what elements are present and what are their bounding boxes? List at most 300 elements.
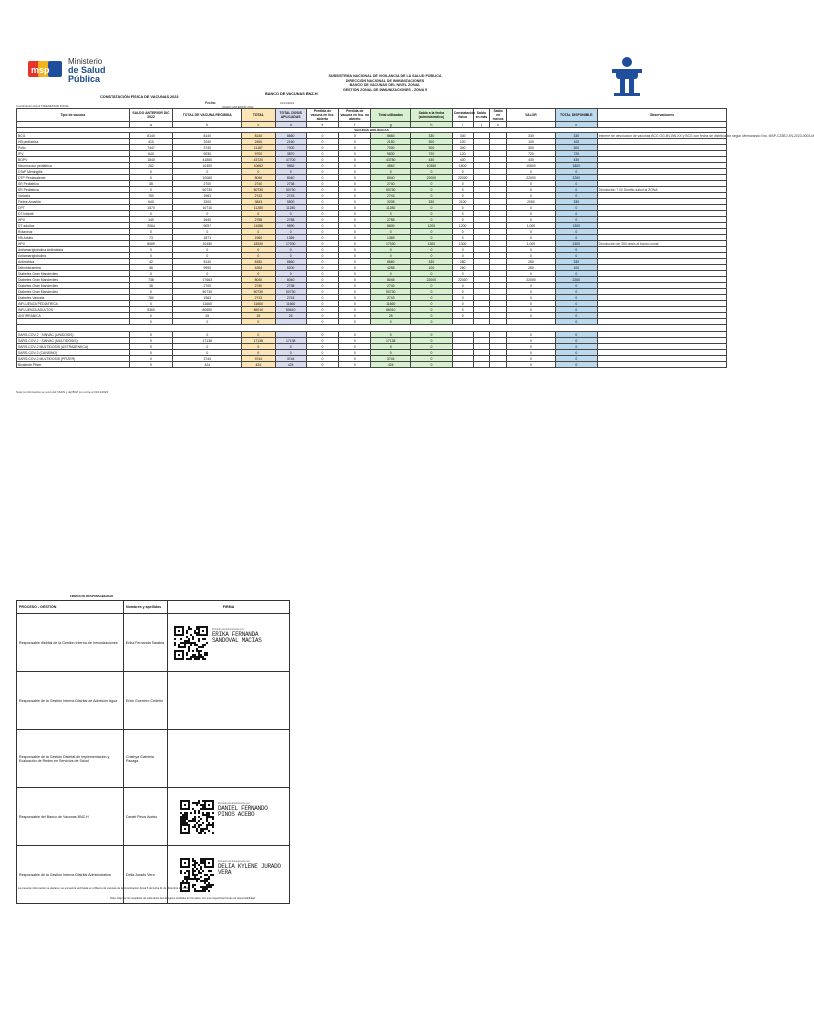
col-perdida-no-abierto: Pérdida de vacuna en fco. no abierto (340, 109, 370, 121)
vaccine-name: SARS-COV-2 · SINVAC (MULTIDOSIS) (17, 338, 130, 344)
cell-cf: 0 (452, 295, 473, 301)
date-label: Fecha: (205, 101, 216, 105)
cell-dev: 0 (411, 338, 453, 344)
cell-dev: 0 (411, 344, 453, 350)
col-valor: VALOR (506, 109, 555, 122)
cell-cf: 0 (452, 271, 473, 277)
cell-apl: 50730 (275, 187, 306, 193)
cell-pna: 0 (339, 362, 371, 368)
cell-pa: 0 (306, 169, 338, 175)
vaccine-name: Diabetes Gran Mandeviles (17, 271, 130, 277)
saldo-anterior-header: SALDO ANTERIOR 2022 (222, 105, 254, 109)
cell-pna: 0 (339, 277, 371, 283)
cell-pna: 0 (339, 332, 371, 338)
cell-util: 2758 (371, 217, 411, 223)
cell-util: 11280 (371, 205, 411, 211)
letter-cell: a (129, 122, 173, 128)
cell-valor: 280 (506, 265, 555, 271)
cell-recibida: 2640 (173, 217, 242, 223)
vaccine-name: Fiebre Amarilla (17, 199, 130, 205)
cell-util: 0 (371, 247, 411, 253)
cell-pa: 0 (306, 229, 338, 235)
sig-name: Erick Guerrero Cedeño (124, 672, 168, 730)
cell-valor: 0 (506, 247, 555, 253)
cell-apl: 9890 (275, 223, 306, 229)
cell-disp: 0 (555, 289, 597, 295)
cell-observaciones: Informe de devolución de vacunas BCG GG-BV-BN-XX y BCG con fecha de distribución según Memorando Nro. MSP-CZ5EJ ZN-2023-0003-M (598, 133, 814, 138)
cell-util: 0 (371, 344, 411, 350)
cell-saldo: 140 (129, 217, 173, 223)
col-vaccine: Tipo de vacuna (17, 109, 130, 122)
cell-dev: 0 (411, 283, 453, 289)
sig-signature-cell (168, 614, 290, 672)
signature-row (17, 788, 290, 846)
cell-pna: 0 (339, 265, 371, 271)
cell-valor: 0 (506, 211, 555, 217)
cell-menos (490, 362, 507, 368)
cell-util: 0 (371, 350, 411, 356)
cell-pa: 0 (306, 319, 338, 325)
cell-dev: 0 (411, 229, 453, 235)
cell-saldo: 73 (129, 235, 173, 241)
cell-recibida: 1963 (173, 193, 242, 199)
cell-total: 9700 (242, 151, 275, 157)
cell-dev: 0 (411, 253, 453, 259)
cell-apl: 8040 (275, 175, 306, 181)
cell-valor: 280 (506, 259, 555, 265)
document-subtitle: CONSTATACIÓN FÍSICA DE VACUNAS 2023 (100, 95, 179, 99)
cell-apl: 85610 (275, 307, 306, 313)
cell-disp: 330 (555, 133, 597, 139)
cell-disp: 0 (555, 235, 597, 241)
cell-disp: 0 (555, 169, 597, 175)
cell-cf: 0 (452, 211, 473, 217)
cell-pa: 0 (306, 181, 338, 187)
cell-cf: 0 (452, 187, 473, 193)
cell-disp: 100 (555, 139, 597, 145)
cell-disp: 330 (555, 199, 597, 205)
cell-valor: 10800 (506, 163, 555, 169)
cell-disp: 0 (555, 211, 597, 217)
cell-util: 2743 (371, 193, 411, 199)
cell-pna: 0 (339, 301, 371, 307)
cell-recibida: 80650 (173, 307, 242, 313)
cell-disp: 0 (555, 344, 597, 350)
cell-valor: 0 (506, 295, 555, 301)
cell-apl: 50730 (275, 289, 306, 295)
cell-valor: 0 (506, 169, 555, 175)
cell-util: 8660 (371, 259, 411, 265)
cell-valor: 0 (506, 332, 555, 338)
vaccine-name: INFLUENZA PEDIÁTRICA (17, 301, 130, 307)
cell-disp: 0 (555, 181, 597, 187)
cell-disp: 0 (555, 229, 597, 235)
cell-pna: 0 (339, 295, 371, 301)
signature-row (17, 846, 290, 904)
cell-cf: 430 (452, 157, 473, 163)
sig-process: Responsable de la Gestión Interna Distrital de Admisión Agua (17, 672, 124, 730)
cell-disp: 0 (555, 362, 597, 368)
cell-pa: 0 (306, 344, 338, 350)
cell-valor: 0 (506, 301, 555, 307)
cell-pa: 0 (306, 289, 338, 295)
cell-saldo: 0 (129, 313, 173, 319)
letter-cell: c (242, 122, 275, 128)
signer-name: ERIKA FERNANDA SANDOVAL MACIAS (212, 631, 262, 644)
cell-apl: 0 (275, 211, 306, 217)
cell-apl: 3744 (275, 356, 306, 362)
msp-logo-text: Ministerio de Salud Pública (68, 57, 106, 84)
cell-pna: 0 (339, 211, 371, 217)
cell-pna: 0 (339, 163, 371, 169)
cell-pa: 0 (306, 277, 338, 283)
cell-total: 2740 (242, 283, 275, 289)
immunization-program-icon (610, 55, 644, 97)
cell-util: 0 (371, 332, 411, 338)
cell-valor: 300 (506, 145, 555, 151)
cell-disp: 0 (555, 307, 597, 313)
vaccine-inventory-table (16, 108, 814, 368)
cell-pna: 0 (339, 133, 371, 139)
cell-pa: 0 (306, 350, 338, 356)
letter-cell: b (173, 122, 242, 128)
cell-pna: 0 (339, 151, 371, 157)
cell-valor: 0 (506, 193, 555, 199)
cell-pa: 0 (306, 235, 338, 241)
cell-pa: 0 (306, 313, 338, 319)
cell-recibida: 10710 (173, 205, 242, 211)
cell-dev: 330 (411, 133, 453, 139)
cell-total: 424 (242, 362, 275, 368)
cell-disp: 0 (555, 271, 597, 277)
cell-pa: 0 (306, 163, 338, 169)
cell-disp: 430 (555, 157, 597, 163)
cell-recibida: 0 (173, 350, 242, 356)
cell-pna: 0 (339, 247, 371, 253)
cell-disp: 0 (555, 313, 597, 319)
cell-recibida: 424 (173, 362, 242, 368)
cell-valor: 0 (506, 283, 555, 289)
cell-recibida: 10450 (173, 241, 242, 247)
cell-valor: 22000 (506, 175, 555, 181)
cell-apl: 17138 (275, 338, 306, 344)
cell-total: 8040 (242, 175, 275, 181)
cell-pa: 0 (306, 265, 338, 271)
cell-total: 11660 (242, 301, 275, 307)
cell-total: 0 (242, 169, 275, 175)
cell-saldo: 0 (129, 356, 173, 362)
vaccine-name: HPV (17, 241, 130, 247)
cell-valor: 0 (506, 356, 555, 362)
cell-total: 3744 (242, 356, 275, 362)
cell-saldo: 0 (129, 362, 173, 368)
letter-cell: k (490, 122, 507, 128)
cell-valor: 22000 (506, 277, 555, 283)
cell-pna: 0 (339, 199, 371, 205)
cell-saldo: 5360 (129, 307, 173, 313)
cell-util: 4862 (371, 163, 411, 169)
cell-valor: 0 (506, 271, 555, 277)
cell-cf: 0 (452, 193, 473, 199)
vaccine-name: DTaP Meningitis (17, 169, 130, 175)
vaccine-name: Bivalente Pfizer (17, 362, 130, 368)
cell-saldo: 640 (129, 151, 173, 157)
cell-apl: 0 (275, 253, 306, 259)
cell-pna: 0 (339, 139, 371, 145)
cell-dev: 0 (411, 307, 453, 313)
cell-pa: 0 (306, 157, 338, 163)
vaccine-name: DT adultos (17, 223, 130, 229)
cell-dev: 720 (411, 151, 453, 157)
cell-valor: 0 (506, 253, 555, 259)
cell-recibida: 8140 (173, 259, 242, 265)
cell-recibida: 10060 (173, 175, 242, 181)
cell-util: 8045 (371, 277, 411, 283)
vaccine-name: HPV (17, 217, 130, 223)
cell-cf (452, 362, 473, 368)
cell-apl: 2758 (275, 217, 306, 223)
cell-saldo: 0 (129, 229, 173, 235)
cell-pa: 0 (306, 332, 338, 338)
cell-disp: 0 (555, 253, 597, 259)
cell-dev: 0 (411, 187, 453, 193)
cell-util: 50730 (371, 187, 411, 193)
cell-apl: 9852 (275, 163, 306, 169)
letter-cell: d (275, 122, 306, 128)
cell-util: 17030 (371, 241, 411, 247)
cell-disp: 0 (555, 350, 597, 356)
cell-pna: 0 (339, 350, 371, 356)
cell-dev: 22000 (411, 175, 453, 181)
cell-saldo: 0 (129, 338, 173, 344)
cell-valor: 0 (506, 350, 555, 356)
signature-row (17, 614, 290, 672)
cell-saldo: 738 (129, 277, 173, 283)
sig-signature-cell (168, 730, 290, 788)
cell-disp: 2260 (555, 277, 597, 283)
cell-recibida: 1871 (173, 235, 242, 241)
cell-apl: 424 (275, 362, 306, 368)
cell-recibida: 11660 (173, 301, 242, 307)
cell-dev: 430 (411, 157, 453, 163)
cell-recibida: 2700 (173, 283, 242, 289)
cell-recibida: 3744 (173, 356, 242, 362)
vaccine-name: Difenhidramina (17, 265, 130, 271)
cell-dev: 330 (411, 259, 453, 265)
cell-saldo: 0 (129, 344, 173, 350)
cell-util: 2150 (371, 139, 411, 145)
cell-total: 17138 (242, 338, 275, 344)
vaccine-name: Varicela (17, 193, 130, 199)
cell-valor: 0 (506, 235, 555, 241)
cell-apl: 0 (275, 229, 306, 235)
cell-saldo: 410 (129, 139, 173, 145)
cell-recibida: 50730 (173, 289, 242, 295)
cell-dev: 0 (411, 235, 453, 241)
cell-cf: 0 (452, 205, 473, 211)
spacer-row (17, 325, 727, 332)
cell-apl: 0 (275, 169, 306, 175)
sig-signature-cell (168, 672, 290, 730)
cell-disp: 0 (555, 295, 597, 301)
cell-cf: 0 (452, 301, 473, 307)
cell-recibida: 0 (173, 271, 242, 277)
cell-valor: 0 (506, 344, 555, 350)
cell-apl: 8660 (275, 259, 306, 265)
cell-mas (473, 362, 490, 368)
cell-pa: 0 (306, 301, 338, 307)
cell-dev: 0 (411, 211, 453, 217)
cell-apl: 8040 (275, 277, 306, 283)
col-utilizadas: Total utilizadas (371, 109, 411, 122)
cell-cf: 1200 (452, 223, 473, 229)
cell-recibida: 41860 (173, 157, 242, 163)
msp-logo (28, 55, 128, 83)
cell-apl: 2738 (275, 181, 306, 187)
cell-recibida: 50730 (173, 187, 242, 193)
cell-valor: 0 (506, 313, 555, 319)
cell-pa: 0 (306, 295, 338, 301)
vaccine-name: Rotavirus (17, 229, 130, 235)
cell-cf: 0 (452, 307, 473, 313)
cell-apl: 11660 (275, 301, 306, 307)
cell-recibida: 0 (173, 169, 242, 175)
cell-valor: 1,000 (506, 223, 555, 229)
cell-apl: 2150 (275, 139, 306, 145)
sig-col-names: Nombres y apellidos (124, 601, 168, 614)
cell-disp: 0 (555, 332, 597, 338)
vaccine-name: SARS-COV-2 MULTIDOSIS (PFIZER) (17, 356, 130, 362)
date-value: 31/12/2023 (280, 101, 294, 105)
vaccine-name: BOPV (17, 157, 130, 163)
sig-col-sign: FIRMA (168, 601, 290, 614)
cell-pa: 0 (306, 205, 338, 211)
sig-process: Responsable de la Gestión Interna Distrital Administrativa (17, 846, 124, 904)
cell-util: 3208 (371, 199, 411, 205)
signatures-header-row (17, 601, 290, 614)
cell-saldo: 640 (129, 199, 173, 205)
cell-total: 2743 (242, 295, 275, 301)
cell-dev: 0 (411, 313, 453, 319)
cell-pna: 0 (339, 175, 371, 181)
cell-dev: 0 (411, 362, 453, 368)
cell-valor: 1,000 (506, 241, 555, 247)
cell-valor: 0 (506, 217, 555, 223)
cell-dev: 1300 (411, 241, 453, 247)
cell-apl: 5200 (275, 265, 306, 271)
cell-saldo: 2064 (129, 223, 173, 229)
cell-recibida: 17663 (173, 277, 242, 283)
cell-cf: 0 (452, 247, 473, 253)
vaccine-rows (17, 133, 814, 325)
cell-apl: 2738 (275, 283, 306, 289)
section-label: VACUNAS BIOLÓGICAS (17, 128, 727, 133)
cell-saldo: 0 (129, 319, 173, 325)
vaccine-name: ANTIRRÁBICA (17, 313, 130, 319)
cell-apl: 7000 (275, 145, 306, 151)
cell-recibida: 0 (173, 253, 242, 259)
cell-dev: 22000 (411, 277, 453, 283)
cell-pna: 0 (339, 253, 371, 259)
cell-dev: 0 (411, 319, 453, 325)
cell-saldo: 0 (129, 187, 173, 193)
cell-total: 0 (242, 332, 275, 338)
signature-rows (17, 614, 290, 904)
cell-valor: 0 (506, 181, 555, 187)
sig-name: Daniel Pinos Acebo (124, 788, 168, 846)
cell-dev: 1200 (411, 223, 453, 229)
cell-valor: 430 (506, 157, 555, 163)
cell-pa: 0 (306, 211, 338, 217)
cell-util: 43780 (371, 157, 411, 163)
cell-apl: 11280 (275, 205, 306, 211)
vaccine-name: Antiamaríglobulina Antirrábica (17, 247, 130, 253)
cell-disp: 0 (555, 193, 597, 199)
cell-util: 7000 (371, 145, 411, 151)
cell-total: 8040 (242, 277, 275, 283)
cell-recibida: 0 (173, 229, 242, 235)
table-row (17, 362, 727, 368)
cell-pna: 0 (339, 181, 371, 187)
table-footnote: Nota: la información se tomó del SIVAN y del BNZ con corte al 31/12/2023 (16, 390, 109, 394)
cell-pa: 0 (306, 187, 338, 193)
cell-total: 8182 (242, 259, 275, 265)
cell-pna: 0 (339, 319, 371, 325)
cell-pa: 0 (306, 247, 338, 253)
cell-cf: 0 (452, 253, 473, 259)
msp-logo-icon (28, 57, 64, 81)
cell-cf: 0 (452, 313, 473, 319)
cell-pna: 0 (339, 205, 371, 211)
sig-signature-cell (168, 788, 290, 846)
cell-util: 11660 (371, 301, 411, 307)
cell-pa: 0 (306, 271, 338, 277)
cell-dev: 0 (411, 289, 453, 295)
sig-name: Erika Fernanda Sarabia (124, 614, 168, 672)
cell-util: 4258 (371, 265, 411, 271)
cell-observaciones: Devolución de 300 dosis al banco zonal (597, 241, 726, 247)
col-disponible: TOTAL DISPONIBLE (555, 109, 597, 122)
cell-disp: 1300 (555, 241, 597, 247)
signature-row (17, 730, 290, 788)
cell-dev: 330 (411, 199, 453, 205)
cell-cf: 100 (452, 139, 473, 145)
vaccine-name: INFLUENZA ADULTOS (17, 307, 130, 313)
cell-cf: 0 (452, 235, 473, 241)
cell-valor: 0 (506, 362, 555, 368)
cell-total: 25 (242, 313, 275, 319)
cell-saldo: 0 (129, 169, 173, 175)
cell-pna: 0 (339, 229, 371, 235)
cell-saldo: 0 (129, 301, 173, 307)
cell-pa: 0 (306, 338, 338, 344)
sig-name: Cristhya Gabriela Pazaga (124, 730, 168, 788)
cell-total: 2740 (242, 181, 275, 187)
cell-pna: 0 (339, 235, 371, 241)
vaccine-name: Neumococo pediátrica (17, 163, 130, 169)
covid-rows (17, 332, 727, 368)
cell-saldo: 56 (129, 265, 173, 271)
cell-disp: 0 (555, 356, 597, 362)
cell-pa: 0 (306, 283, 338, 289)
signature-row (17, 672, 290, 730)
vaccine-name: HB pediátrica (17, 139, 130, 145)
cell-total: 2758 (242, 217, 275, 223)
cell-apl: 17030 (275, 241, 306, 247)
cell-cf: 1800 (452, 163, 473, 169)
cell-cf: 1300 (452, 241, 473, 247)
vaccine-name: Antirrábica (17, 259, 130, 265)
